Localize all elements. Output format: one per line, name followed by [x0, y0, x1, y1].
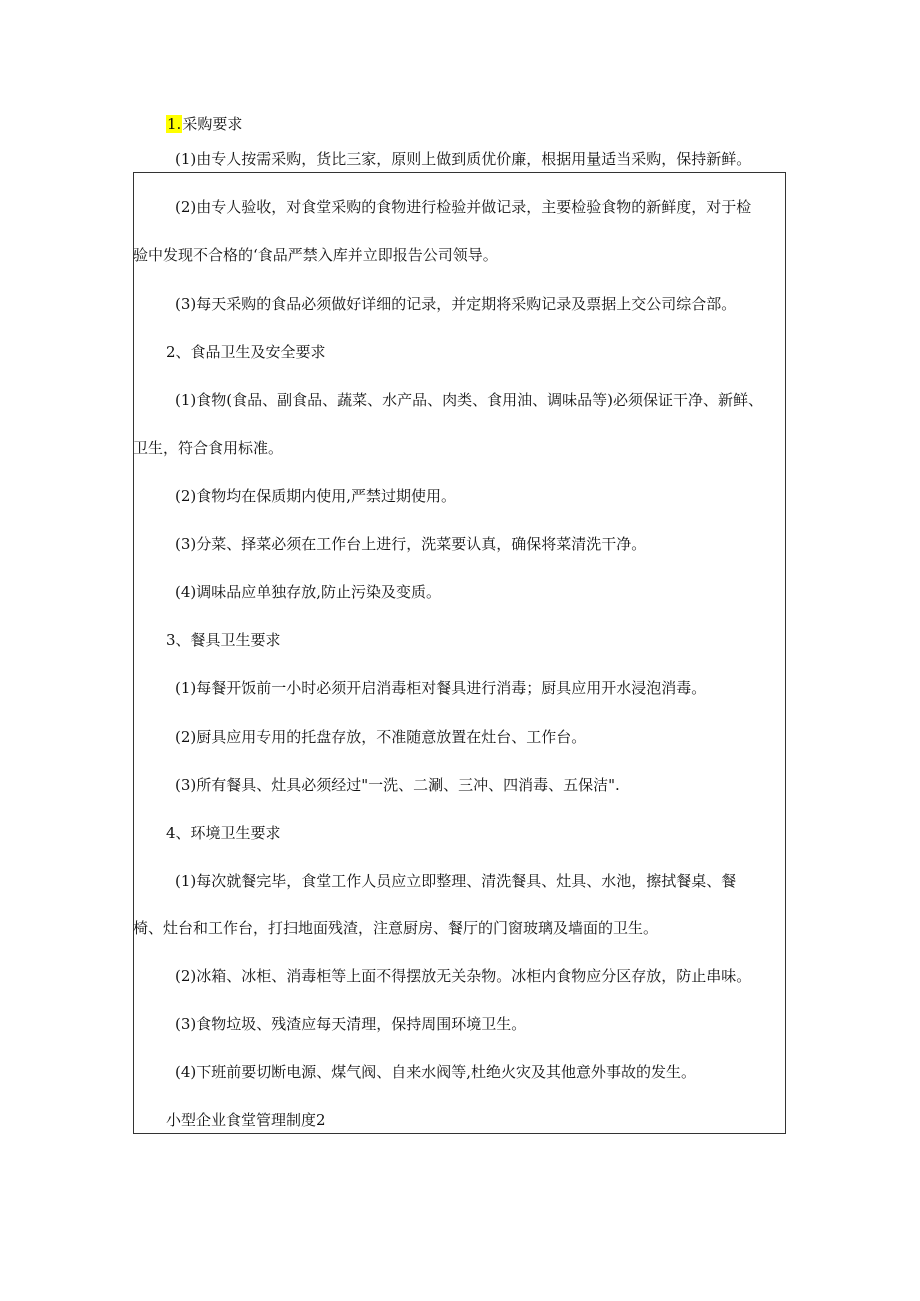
paragraph-2-2: (2)食物均在保质期内使用,严禁过期使用。 [175, 487, 457, 505]
paragraph-1-1: (1)由专人按需采购，货比三家，原则上做到质优价廉，根据用量适当采购，保持新鲜。 [175, 150, 752, 168]
content-frame [133, 172, 786, 1134]
heading-environment: 4、环境卫生要求 [166, 824, 281, 842]
paragraph-4-1-line2: 椅、灶台和工作台，打扫地面残渣，注意厨房、餐厅的门窗玻璃及墙面的卫生。 [133, 919, 659, 937]
paragraph-4-2: (2)冰箱、冰柜、消毒柜等上面不得摆放无关杂物。冰柜内食物应分区存放，防止串味。 [175, 967, 752, 985]
heading-number-highlight: 1. [167, 115, 182, 133]
paragraph-3-1: (1)每餐开饭前一小时必须开启消毒柜对餐具进行消毒；厨具应用开水浸泡消毒。 [175, 679, 707, 697]
paragraph-2-1-line1: (1)食物(食品、副食品、蔬菜、水产品、肉类、食用油、调味品等)必须保证干净、新鲜、 [175, 391, 763, 409]
paragraph-1-2-line1: (2)由专人验收，对食堂采购的食物进行检验并做记录，主要检验食物的新鲜度，对于检 [175, 198, 752, 216]
heading-food-safety: 2、食品卫生及安全要求 [166, 343, 326, 361]
footer-title: 小型企业食堂管理制度2 [166, 1111, 326, 1129]
heading-purchase [166, 114, 242, 134]
paragraph-2-4: (4)调味品应单独存放,防止污染及变质。 [175, 583, 442, 601]
paragraph-3-2: (2)厨具应用专用的托盘存放，不准随意放置在灶台、工作台。 [175, 728, 587, 746]
paragraph-2-1-line2: 卫生，符合食用标准。 [133, 439, 284, 457]
paragraph-4-1-line1: (1)每次就餐完毕，食堂工作人员应立即整理、清洗餐具、灶具、水池，擦拭餐桌、餐 [175, 872, 737, 890]
paragraph-4-4: (4)下班前要切断电源、煤气阀、自来水阀等,杜绝火灾及其他意外事故的发生。 [175, 1063, 697, 1081]
heading-purchase-title: 采购要求 [182, 115, 243, 133]
heading-tableware: 3、餐具卫生要求 [166, 631, 281, 649]
paragraph-2-3: (3)分菜、择菜必须在工作台上进行，洗菜要认真，确保将菜清洗干净。 [175, 535, 647, 553]
paragraph-1-2-line2: 验中发现不合格的‘食品严禁入库并立即报告公司领导。 [133, 246, 498, 264]
paragraph-3-3: (3)所有餐具、灶具必须经过"一洗、二涮、三冲、四消毒、五保洁". [175, 776, 620, 794]
paragraph-1-3: (3)每天采购的食品必须做好详细的记录，并定期将采购记录及票据上交公司综合部。 [175, 295, 737, 313]
paragraph-4-3: (3)食物垃圾、残渣应每天清理，保持周围环境卫生。 [175, 1015, 527, 1033]
